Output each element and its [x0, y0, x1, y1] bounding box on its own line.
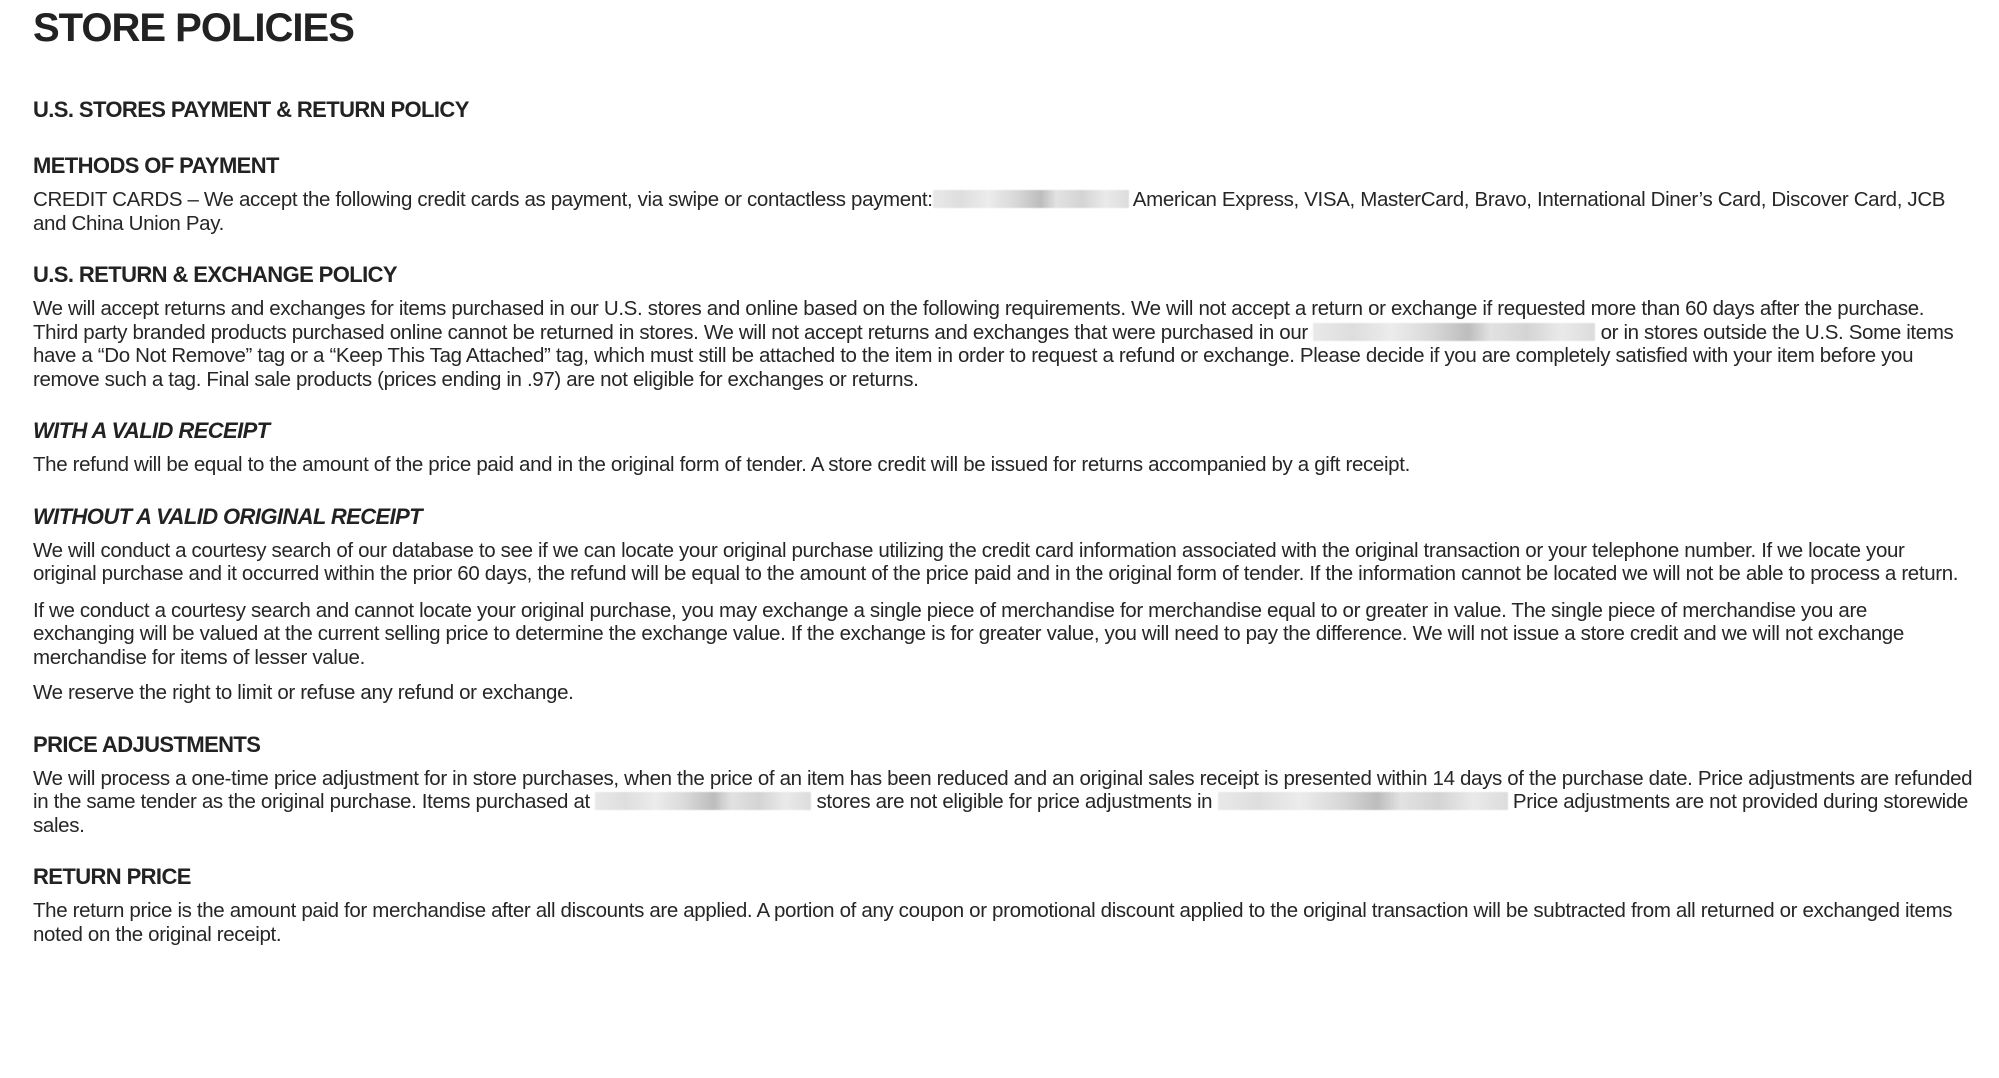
credit-cards-text-end: American Express, VISA, MasterCard, Bravo, International Diner’s Card, Discover Card, JCB and China Union Pay.: [33, 188, 1946, 235]
return-exchange-heading: U.S. RETURN & EXCHANGE POLICY: [33, 262, 397, 287]
redacted-block: [933, 190, 1129, 208]
return-exchange-text-end: or in stores outside the U.S. Some items have a “Do Not Remove” tag or a “Keep This Tag Attached” tag, which must still be attached to the item in order to request a refund or exchange. Please decide if you are completely satisfied with your item before you remove such a tag. Final sale products (prices ending in .97) are not eligible for exchanges or returns.: [33, 320, 1954, 391]
no-receipt-paragraph-3: We reserve the right to limit or refuse any refund or exchange.: [33, 681, 574, 704]
return-exchange-paragraph: [33, 297, 1973, 391]
redacted-block: [1218, 792, 1508, 810]
page-title: STORE POLICIES: [33, 6, 354, 50]
return-price-heading: RETURN PRICE: [33, 864, 191, 889]
return-exchange-text-start: We will accept returns and exchanges for items purchased in our U.S. stores and online based on the following requirements. We will not accept a return or exchange if requested more than 60 days after the purchase. Third party branded products purchased online cannot be returned in stores. We will not accept returns and exchanges that were purchased in our: [33, 297, 1925, 344]
price-adjustments-heading: PRICE ADJUSTMENTS: [33, 731, 261, 757]
valid-receipt-heading: WITH A VALID RECEIPT: [33, 418, 270, 443]
credit-cards-paragraph: [33, 188, 1973, 235]
methods-of-payment-heading: METHODS OF PAYMENT: [33, 153, 279, 178]
no-receipt-heading: WITHOUT A VALID ORIGINAL RECEIPT: [33, 503, 423, 529]
price-adjustments-text-start: We will process a one-time price adjustment for in store purchases, when the price of an item has been reduced and an original sales receipt is presented within 14 days of the purchase date. Price adjustments are refunded in the same tender as the original purchase. Items purchased at: [33, 766, 1973, 813]
price-adjustments-paragraph: [33, 767, 1973, 838]
redacted-block: [595, 792, 811, 810]
no-receipt-paragraph-1: We will conduct a courtesy search of our database to see if we can locate your original purchase utilizing the credit card information associated with the original transaction or your telephone number. If we locate your original purchase and it occurred within the prior 60 days, the refund will be equal to the amount of the price paid and in the original form of tender. If the information cannot be located we will not be able to process a return.: [33, 538, 1959, 585]
price-adjustments-text-middle: stores are not eligible for price adjustments in: [811, 790, 1218, 813]
return-price-paragraph: The return price is the amount paid for merchandise after all discounts are applied. A portion of any coupon or promotional discount applied to the original transaction will be subtracted from all returned or exchanged items noted on the original receipt.: [33, 899, 1953, 946]
price-adjustments-text-end: Price adjustments are not provided during storewide sales.: [33, 790, 1968, 837]
credit-cards-text-start: CREDIT CARDS – We accept the following credit cards as payment, via swipe or contactless payment:: [33, 188, 933, 211]
redacted-block: [1313, 323, 1595, 341]
no-receipt-paragraph-2: If we conduct a courtesy search and cannot locate your original purchase, you may exchange a single piece of merchandise for merchandise equal to or greater in value. The single piece of merchandise you are exchanging will be valued at the current selling price to determine the exchange value. If the exchange is for greater value, you will need to pay the difference. We will not issue a store credit and we will not exchange merchandise for items of lesser value.: [33, 598, 1904, 669]
valid-receipt-paragraph: The refund will be equal to the amount of the price paid and in the original form of tender. A store credit will be issued for returns accompanied by a gift receipt.: [33, 453, 1410, 476]
us-policy-heading: U.S. STORES PAYMENT & RETURN POLICY: [33, 97, 469, 122]
